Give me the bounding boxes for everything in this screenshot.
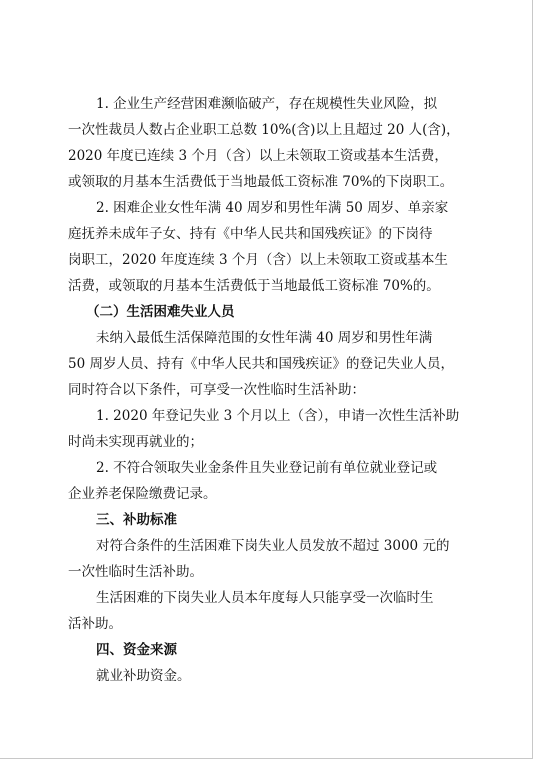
- paragraph-line: 岗职工，2020 年度连续 3 个月（含）以上未领取工资或基本生: [68, 252, 448, 268]
- paragraph-line: 2. 困难企业女性年满 40 周岁和男性年满 50 周岁、单亲家: [96, 200, 449, 216]
- paragraph-line: 庭抚养未成年子女、持有《中华人民共和国残疾证》的下岗待: [68, 226, 433, 242]
- paragraph-line: 2. 不符合领取失业金条件且失业登记前有单位就业登记或: [96, 460, 438, 476]
- section-heading-unemployed: （二）生活困难失业人员: [86, 304, 235, 320]
- paragraph-line: 50 周岁人员、持有《中华人民共和国残疾证》的登记失业人员，: [68, 356, 454, 372]
- paragraph-line: 一次性临时生活补助。: [68, 564, 203, 580]
- paragraph-line: 同时符合以下条件，可享受一次性临时生活补助：: [68, 382, 365, 398]
- paragraph-line: 2020 年度已连续 3 个月（含）以上未领取工资或基本生活费，: [68, 148, 448, 164]
- paragraph-line: 或领取的月基本生活费低于当地最低工资标准 70%的下岗职工。: [68, 174, 454, 190]
- paragraph-line: 生活困难的下岗失业人员本年度每人只能享受一次临时生: [96, 590, 434, 606]
- paragraph-line: 一次性裁员人数占企业职工总数 10%(含)以上且超过 20 人(含)，: [68, 122, 460, 138]
- paragraph-line: 1. 企业生产经营困难濒临破产，存在规模性失业风险，拟: [96, 96, 438, 112]
- section-heading-subsidy-standard: 三、补助标准: [96, 512, 177, 528]
- paragraph-line: 对符合条件的生活困难下岗失业人员发放不超过 3000 元的: [96, 538, 450, 554]
- paragraph-line: 1. 2020 年登记失业 3 个月以上（含），申请一次性生活补助: [96, 408, 460, 424]
- paragraph-line: 就业补助资金。: [96, 668, 191, 684]
- paragraph-line: 企业养老保险缴费记录。: [68, 486, 217, 502]
- paragraph-line: 活补助。: [68, 616, 122, 632]
- paragraph-line: 时尚未实现再就业的；: [68, 434, 203, 450]
- paragraph-line: 活费，或领取的月基本生活费低于当地最低工资标准 70%的。: [68, 278, 440, 294]
- paragraph-line: 未纳入最低生活保障范围的女性年满 40 周岁和男性年满: [96, 330, 433, 346]
- section-heading-funding-source: 四、资金来源: [96, 642, 177, 658]
